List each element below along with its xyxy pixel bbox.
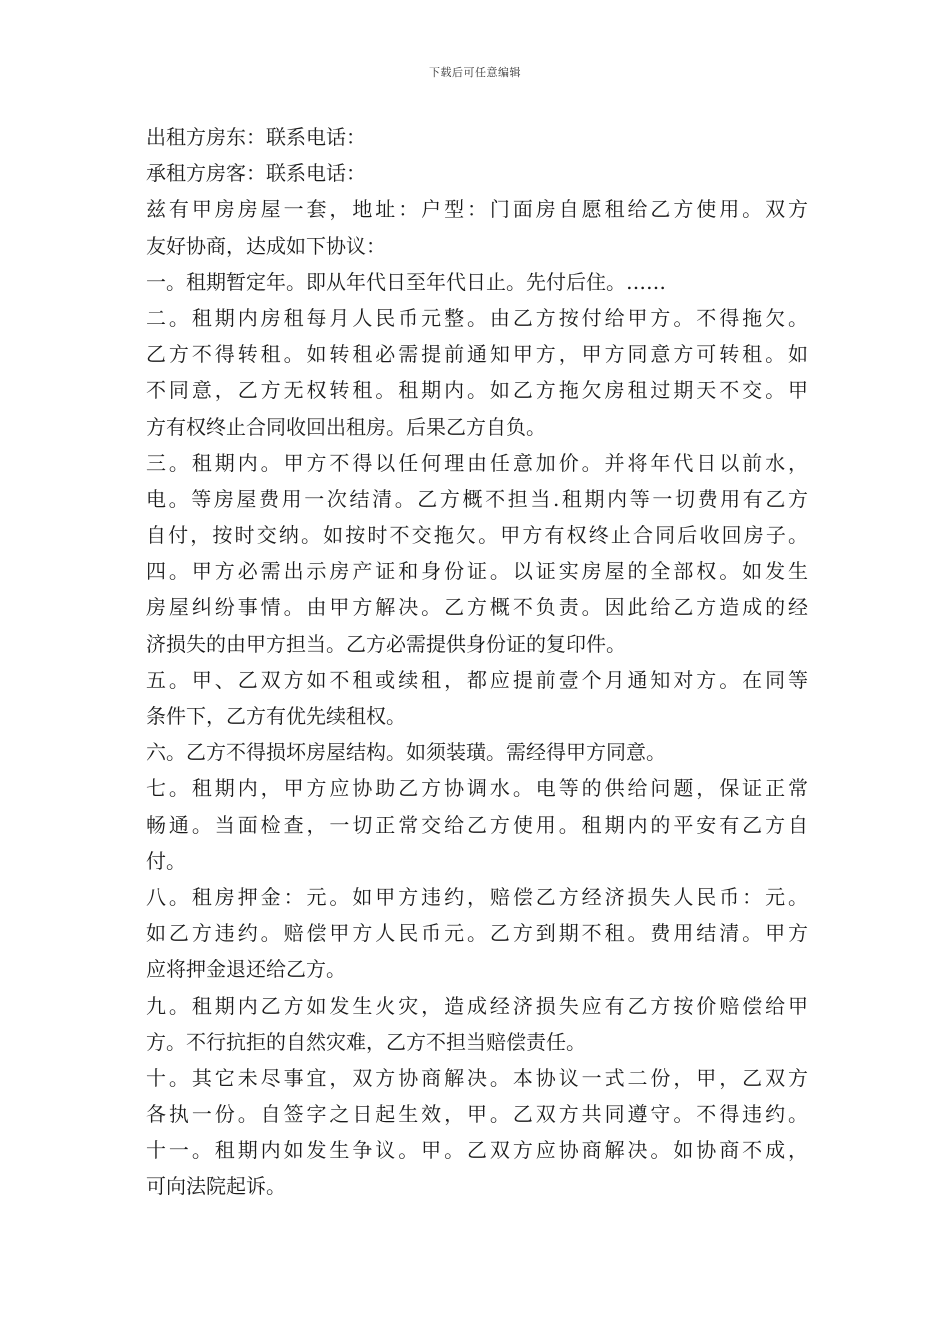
body-line: 如乙方违约。赔偿甲方人民币元。乙方到期不租。费用结清。甲方 — [146, 921, 808, 946]
body-line: 应将押金退还给乙方。 — [146, 957, 346, 982]
body-line: 各执一份。自签字之日起生效，甲。乙双方共同遵守。不得违约。 — [146, 1102, 808, 1127]
body-line: 出租方房东：联系电话： — [146, 125, 366, 149]
body-line: 七。租期内，甲方应协助乙方协调水。电等的供给问题，保证正常 — [146, 776, 808, 801]
body-line: 兹有甲房房屋一套，地址：户型：门面房自愿租给乙方使用。双方 — [146, 197, 808, 222]
body-line: 方。不行抗拒的自然灾难，乙方不担当赔偿责任。 — [146, 1029, 586, 1054]
page-header-note: 下载后可任意编辑 — [429, 66, 521, 79]
body-line: 九。租期内乙方如发生火灾，造成经济损失应有乙方按价赔偿给甲 — [146, 993, 808, 1018]
body-line: 济损失的由甲方担当。乙方必需提供身份证的复印件。 — [146, 631, 626, 656]
body-line: 畅通。当面检查，一切正常交给乙方使用。租期内的平安有乙方自 — [146, 812, 808, 837]
contract-body — [146, 119, 808, 1205]
body-line: 条件下，乙方有优先续租权。 — [146, 704, 406, 728]
body-line: 八。租房押金：元。如甲方违约，赔偿乙方经济损失人民币：元。 — [146, 884, 808, 909]
body-line: 电。等房屋费用一次结清。乙方概不担当.租期内等一切费用有乙方 — [146, 486, 808, 511]
body-line: 付。 — [146, 848, 186, 873]
body-line: 五。甲、乙双方如不租或续租，都应提前壹个月通知对方。在同等 — [146, 667, 808, 692]
body-line: 承租方房客：联系电话： — [146, 161, 366, 186]
body-line: 方有权终止合同收回出租房。后果乙方自负。 — [146, 414, 546, 439]
body-line: 十。其它未尽事宜，双方协商解决。本协议一式二份，甲，乙双方 — [146, 1065, 808, 1090]
body-line: 六。乙方不得损坏房屋结构。如须装璜。需经得甲方同意。 — [146, 740, 666, 765]
body-line: 房屋纠纷事情。由甲方解决。乙方概不负责。因此给乙方造成的经 — [146, 595, 808, 620]
body-line: 乙方不得转租。如转租必需提前通知甲方，甲方同意方可转租。如 — [146, 342, 808, 367]
body-line: 不同意，乙方无权转租。租期内。如乙方拖欠房租过期天不交。甲 — [146, 378, 808, 403]
body-line: 可向法院起诉。 — [146, 1174, 286, 1199]
body-line: 友好协商，达成如下协议： — [146, 233, 386, 258]
body-line: 三。租期内。甲方不得以任何理由任意加价。并将年代日以前水， — [146, 450, 808, 475]
body-line: 四。甲方必需出示房产证和身份证。以证实房屋的全部权。如发生 — [146, 559, 808, 584]
body-line: 十一。租期内如发生争议。甲。乙双方应协商解决。如协商不成， — [146, 1138, 808, 1163]
body-line: 二。租期内房租每月人民币元整。由乙方按付给甲方。不得拖欠。 — [146, 305, 808, 330]
body-line: 一。租期暂定年。即从年代日至年代日止。先付后住。…… — [146, 269, 666, 294]
body-line: 自付，按时交纳。如按时不交拖欠。甲方有权终止合同后收回房子。 — [146, 523, 808, 548]
